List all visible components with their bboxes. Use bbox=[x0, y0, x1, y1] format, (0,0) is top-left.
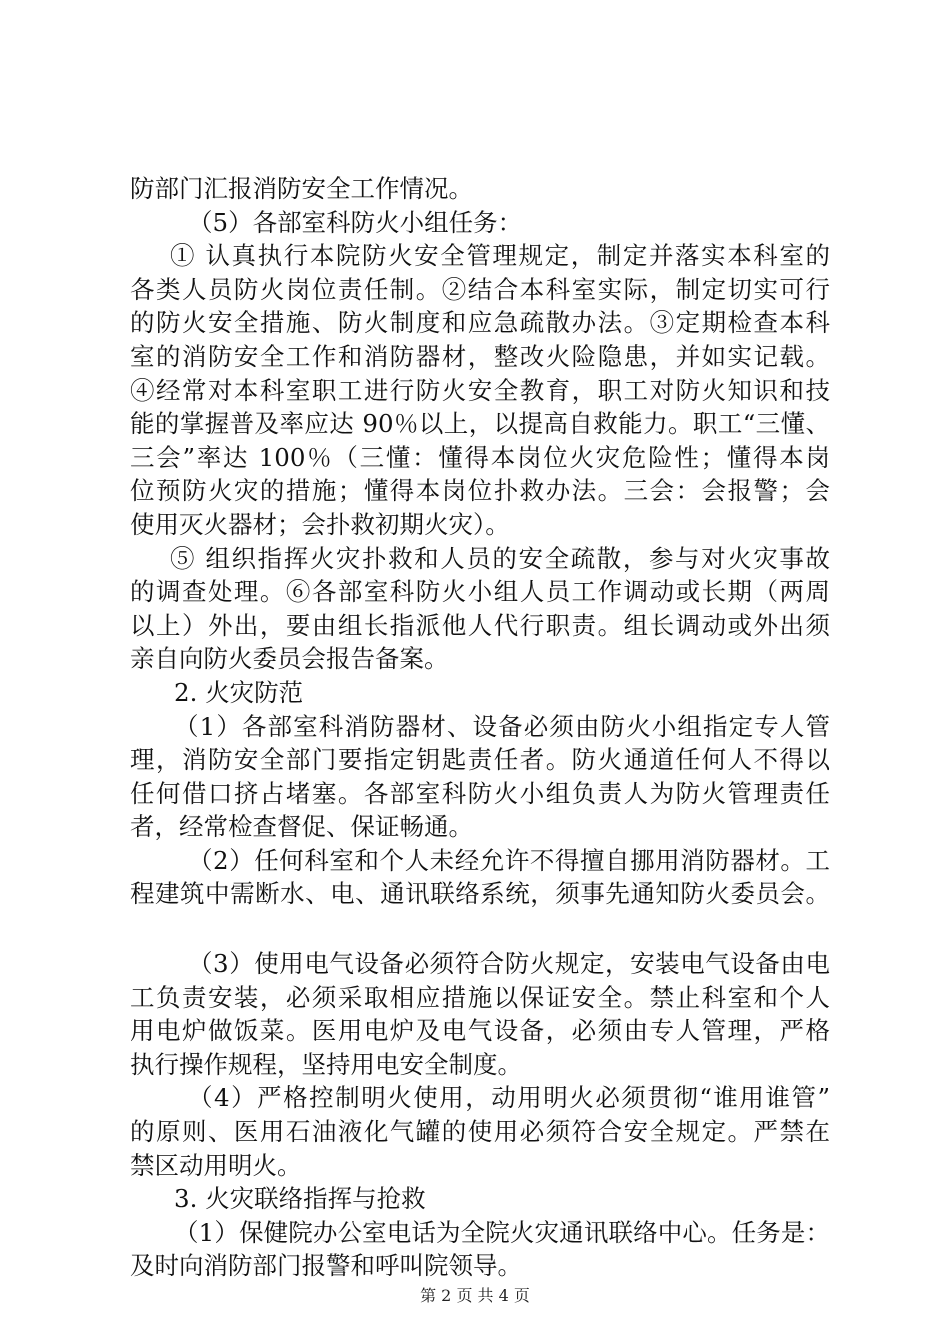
text-line: 的调查处理。⑥各部室科防火小组人员工作调动或长期（两周 bbox=[130, 577, 830, 607]
text-line: 用电炉做饭菜。医用电炉及电气设备，必须由专人管理，严格 bbox=[130, 1016, 830, 1046]
text-line: 3. 火灾联络指挥与抢救 bbox=[174, 1184, 426, 1214]
text-line: 使用灭火器材；会扑救初期火灾）。 bbox=[130, 509, 510, 539]
text-line: 任何借口挤占堵塞。各部室科防火小组负责人为防火管理责任 bbox=[130, 778, 830, 808]
text-line: 以上）外出，要由组长指派他人代行职责。组长调动或外出须 bbox=[130, 610, 830, 640]
text-line: 的防火安全措施、防火制度和应急疏散办法。③定期检查本科 bbox=[130, 308, 830, 338]
text-line: 程建筑中需断水、电、通讯联络系统，须事先通知防火委员会。 bbox=[130, 879, 830, 909]
text-line: 各类人员防火岗位责任制。②结合本科室实际，制定切实可行 bbox=[130, 274, 830, 304]
text-line: （3）使用电气设备必须符合防火规定，安装电气设备由电 bbox=[188, 949, 830, 979]
text-line: （2）任何科室和个人未经允许不得擅自挪用消防器材。工 bbox=[188, 845, 830, 875]
text-line: （1）各部室科消防器材、设备必须由防火小组指定专人管 bbox=[174, 711, 830, 741]
text-line: 者，经常检查督促、保证畅通。 bbox=[130, 812, 473, 842]
text-line: （5）各部室科防火小组任务： bbox=[188, 207, 523, 237]
page-footer: 第 2 页 共 4 页 bbox=[420, 1286, 530, 1305]
text-line: 位预防火灾的措施；懂得本岗位扑救办法。三会：会报警；会 bbox=[130, 476, 830, 506]
text-line: （1）保健院办公室电话为全院火灾通讯联络中心。任务是： bbox=[174, 1217, 830, 1247]
text-line: ⑤ 组织指挥火灾扑救和人员的安全疏散，参与对火灾事故 bbox=[170, 543, 830, 573]
text-line: 2. 火灾防范 bbox=[174, 677, 304, 707]
text-line: 工负责安装，必须采取相应措施以保证安全。禁止科室和个人 bbox=[130, 982, 830, 1012]
text-line: 理，消防安全部门要指定钥匙责任者。防火通道任何人不得以 bbox=[130, 745, 830, 775]
text-line: 的原则、医用石油液化气罐的使用必须符合安全规定。严禁在 bbox=[130, 1117, 830, 1147]
text-line: 亲自向防火委员会报告备案。 bbox=[130, 644, 449, 674]
paragraph-gap bbox=[130, 911, 830, 947]
text-line: 执行操作规程，坚持用电安全制度。 bbox=[130, 1049, 522, 1079]
text-line: （4）严格控制明火使用，动用明火必须贯彻“谁用谁管” bbox=[188, 1083, 830, 1113]
text-line: 及时向消防部门报警和呼叫院领导。 bbox=[130, 1251, 522, 1281]
text-line: 三会”率达 100％（三懂：懂得本岗位火灾危险性；懂得本岗 bbox=[130, 442, 830, 472]
text-line: ④经常对本科室职工进行防火安全教育，职工对防火知识和技 bbox=[130, 375, 830, 405]
document-body bbox=[130, 172, 830, 1283]
text-line: 防部门汇报消防安全工作情况。 bbox=[130, 174, 473, 203]
text-line: 室的消防安全工作和消防器材，整改火险隐患，并如实记载。 bbox=[130, 341, 830, 371]
text-line: ① 认真执行本院防火安全管理规定，制定并落实本科室的 bbox=[170, 241, 830, 271]
text-line: 禁区动用明火。 bbox=[130, 1150, 302, 1180]
text-line: 能的掌握普及率应达 90％以上，以提高自救能力。职工“三懂、 bbox=[130, 409, 830, 439]
